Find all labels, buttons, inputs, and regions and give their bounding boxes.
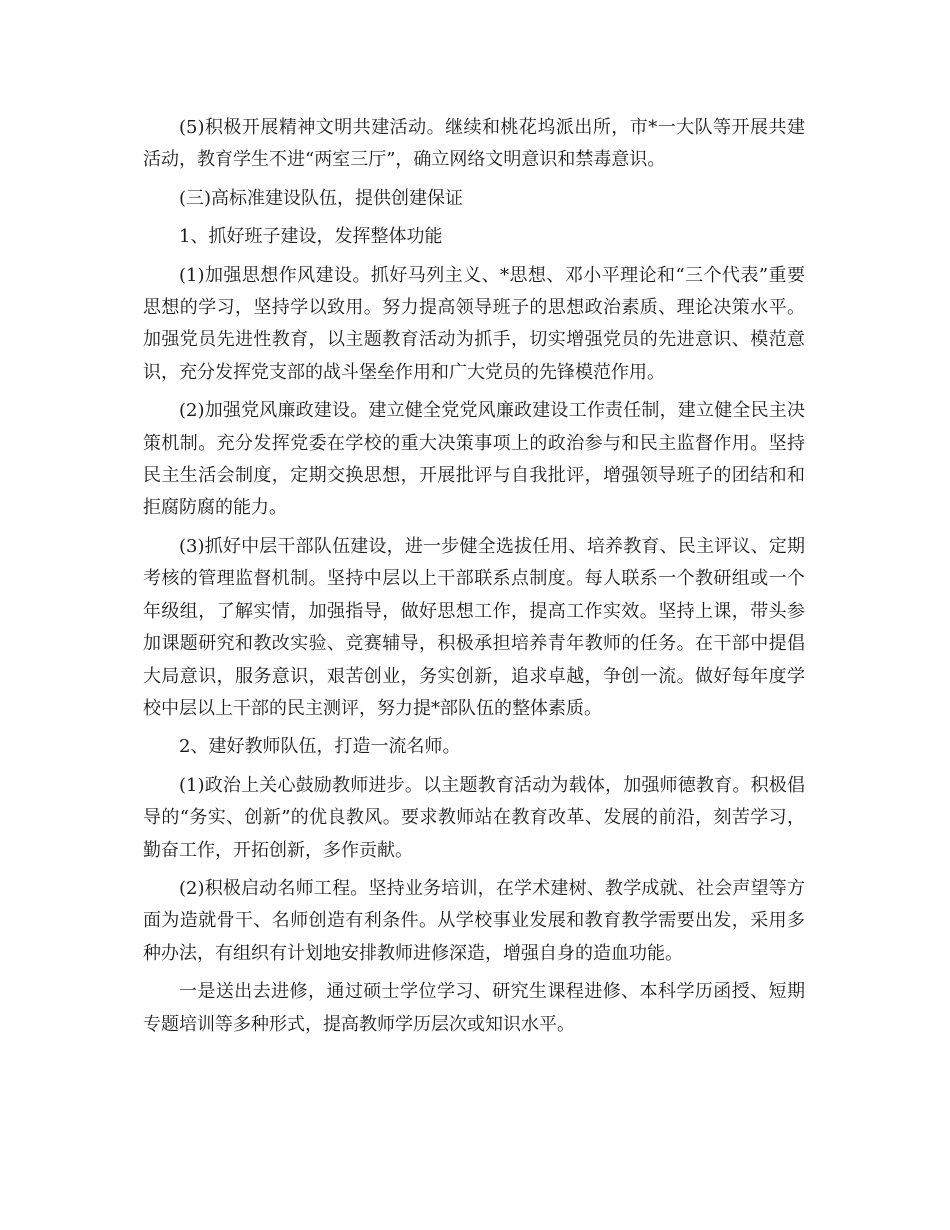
paragraph-famous-teacher-project: (2)积极启动名师工程。坚持业务培训，在学术建树、教学成就、社会声望等方面为造就骨干、名师创造有利条件。从学校事业发展和教育教学需要出发，采用多种办法，有组织有计划地安排教师进修深造，增强自身的造血功能。 (143, 877, 805, 964)
paragraph-party-integrity: (2)加强党风廉政建设。建立健全党党风廉政建设工作责任制，建立健全民主决策机制。充分发挥党委在学校的重大决策事项上的政治参与和民主监督作用。坚持民主生活会制度，定期交换思想，开展批评与自我批评，增强领导班子的团结和和拒腐防腐的能力。 (143, 400, 805, 519)
subheading-teacher-team: 2、建好教师队伍，打造一流名师。 (179, 736, 461, 758)
section-heading-team-building: (三)高标准建设队伍，提供创建保证 (179, 187, 464, 209)
paragraph-spiritual-civilization: (5)积极开展精神文明共建活动。继续和桃花坞派出所，市*一大队等开展共建活动，教育学生不进“两室三厅”，确立网络文明意识和禁毒意识。 (143, 117, 805, 171)
subheading-leadership: 1、抓好班子建设，发挥整体功能 (179, 226, 443, 248)
paragraph-ideological-style: (1)加强思想作风建设。抓好马列主义、*思想、邓小平理论和“三个代表”重要思想的学习，坚持学以致用。努力提高领导班子的思想政治素质、理论决策水平。加强党员先进性教育，以主题教育活动为抓手，切实增强党员的先进意识、模范意识，充分发挥党支部的战斗堡垒作用和广大党员的先锋模范作用。 (143, 264, 805, 383)
document-body (143, 112, 805, 1041)
paragraph-political-care: (1)政治上关心鼓励教师进步。以主题教育活动为载体，加强师德教育。积极倡导的“务实、创新”的优良教风。要求教师站在教育改革、发展的前沿，刻苦学习，勤奋工作，开拓创新，多作贡献。 (143, 774, 805, 861)
paragraph-further-study: 一是送出去进修，通过硕士学位学习、研究生课程进修、本科学历函授、短期专题培训等多种形式，提高教师学历层次或知识水平。 (143, 981, 805, 1035)
paragraph-middle-cadres: (3)抓好中层干部队伍建设，进一步健全选拔任用、培养教育、民主评议、定期考核的管理监督机制。坚持中层以上干部联系点制度。每人联系一个教研组或一个年级组，了解实情，加强指导，做好思想工作，提高工作实效。坚持上课，带头参加课题研究和教改实验、竞赛辅导，积极承担培养青年教师的任务。在干部中提倡大局意识，服务意识，艰苦创业，务实创新，追求卓越，争创一流。做好每年度学校中层以上干部的民主测评，努力提*部队伍的整体素质。 (143, 535, 805, 719)
